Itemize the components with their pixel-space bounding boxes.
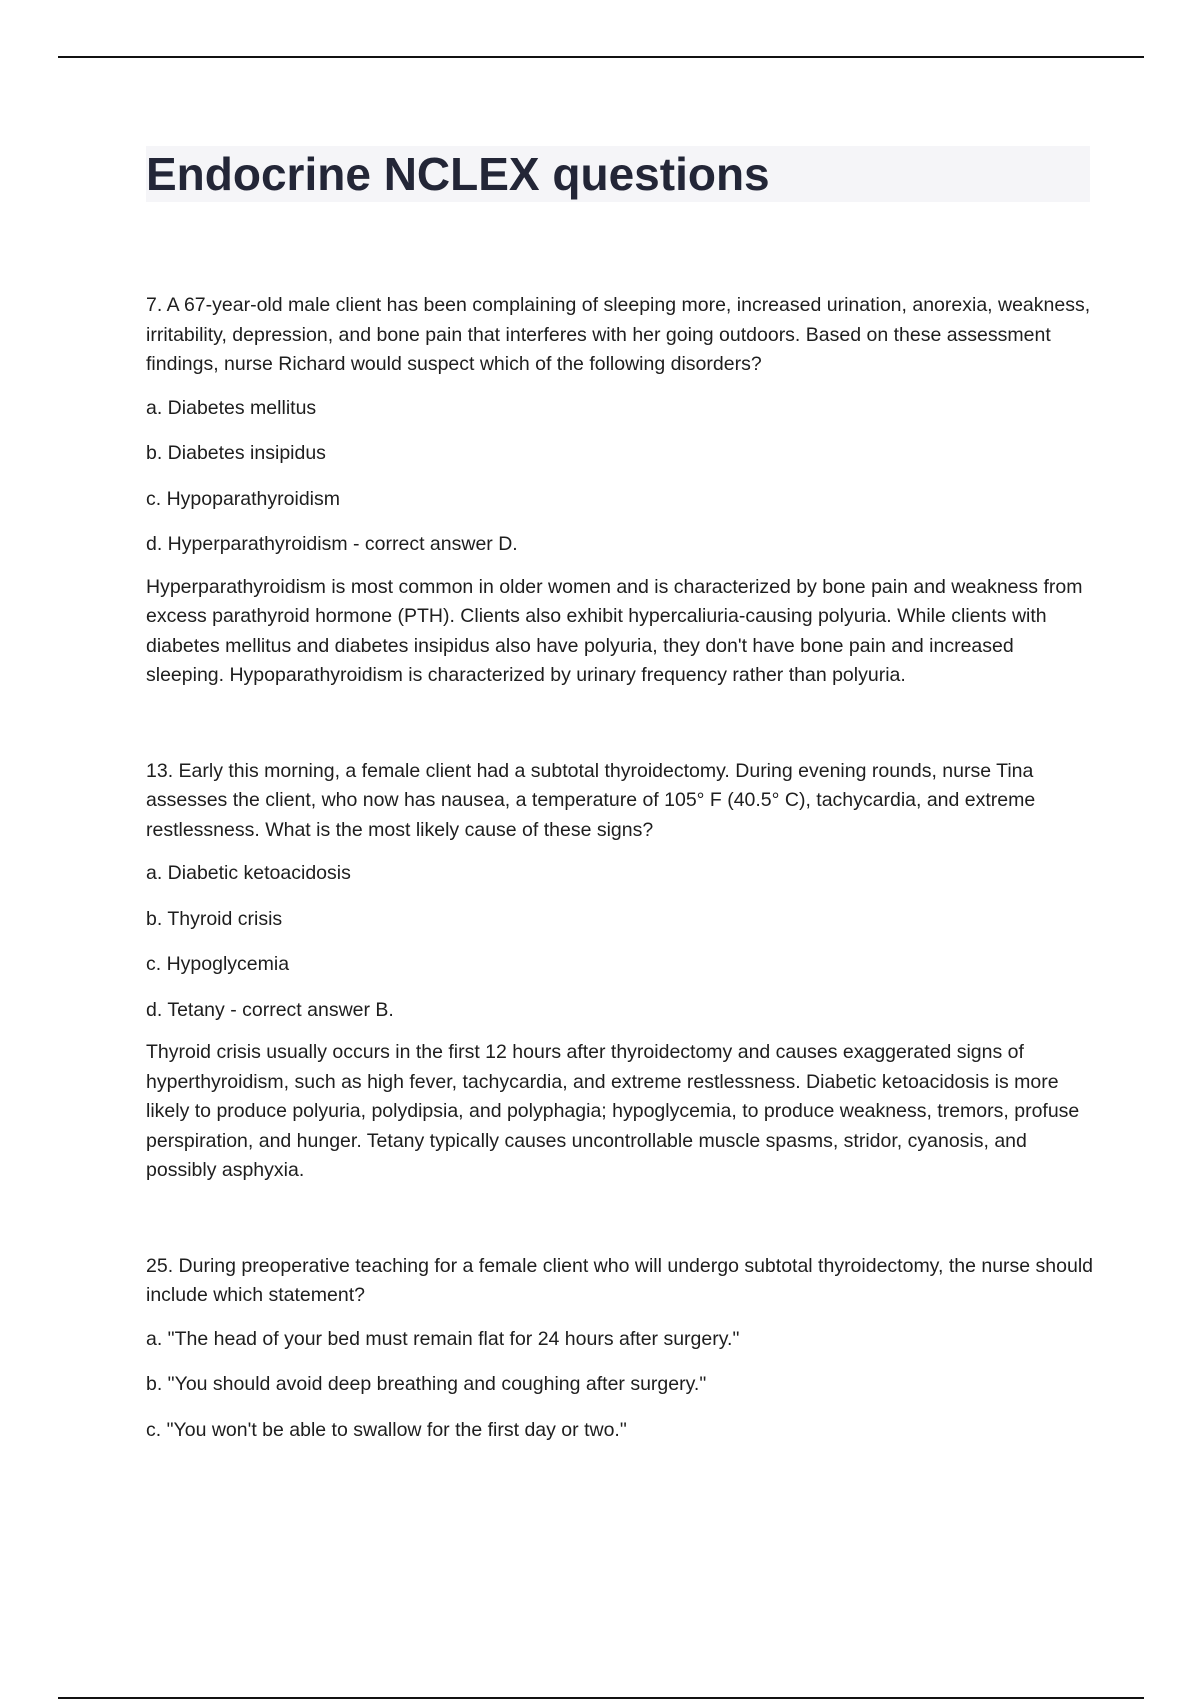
answer-rationale: Hyperparathyroidism is most common in older women and is characterized by bone pain and weakness from excess parathyroid hormone (PTH). Clients also exhibit hypercaliuria-causing polyuria. While clients with diabetes mellitus and diabetes insipidus also have polyuria, they don't have bone pain and increased sleeping. Hypoparathyroidism is characterized by urinary frequency rather than polyuria.	[146, 575, 1083, 686]
answer-option-c: c. Hypoglycemia	[146, 953, 290, 975]
footer-rule	[58, 1697, 1144, 1699]
question-spacer	[146, 691, 1096, 757]
question-7	[146, 291, 1096, 691]
answer-option-a: a. Diabetes mellitus	[146, 396, 317, 419]
question-25	[146, 1252, 1096, 1446]
question-13	[146, 757, 1096, 1186]
question-stem: 7. A 67-year-old male client has been complaining of sleeping more, increased urination, anorexia, weakness, irritability, depression, and bone pain that interferes with her going outdoors. Based on these assessment findings, nurse Richard would suspect which of the following disorders?	[146, 294, 1091, 375]
answer-option-c: c. "You won't be able to swallow for the first day or two."	[146, 1418, 627, 1441]
answer-option-a: a. Diabetic ketoacidosis	[146, 862, 351, 884]
answer-option-a: a. "The head of your bed must remain flat for 24 hours after surgery."	[146, 1327, 740, 1350]
answer-option-b: b. Diabetes insipidus	[146, 442, 326, 464]
question-stem: 13. Early this morning, a female client had a subtotal thyroidectomy. During evening rounds, nurse Tina assesses the client, who now has nausea, a temperature of 105° F (40.5° C), tachycardia, and extreme restlessness. What is the most likely cause of these signs?	[146, 759, 1036, 841]
answer-rationale: Thyroid crisis usually occurs in the first 12 hours after thyroidectomy and causes exaggerated signs of hyperthyroidism, such as high fever, tachycardia, and extreme restlessness. Diabetic ketoacidosis is more likely to produce polyuria, polydipsia, and polyphagia; hypoglycemia, to produce weakness, tremors, profuse perspiration, and hunger. Tetany typically causes uncontrollable muscle spasms, stridor, cyanosis, and possibly asphyxia.	[146, 1041, 1080, 1181]
answer-option-c: c. Hypoparathyroidism	[146, 487, 340, 510]
question-spacer	[146, 1186, 1096, 1252]
header-rule	[58, 56, 1144, 58]
document-body	[146, 291, 1096, 1461]
answer-option-d: d. Tetany - correct answer B.	[146, 998, 394, 1021]
question-stem: 25. During preoperative teaching for a female client who will undergo subtotal thyroidectomy, the nurse should include which statement?	[146, 1254, 1094, 1306]
page-title: Endocrine NCLEX questions	[146, 148, 770, 200]
answer-option-d: d. Hyperparathyroidism - correct answer D.	[146, 533, 518, 555]
answer-option-b: b. "You should avoid deep breathing and coughing after surgery."	[146, 1373, 707, 1395]
answer-option-b: b. Thyroid crisis	[146, 907, 283, 930]
